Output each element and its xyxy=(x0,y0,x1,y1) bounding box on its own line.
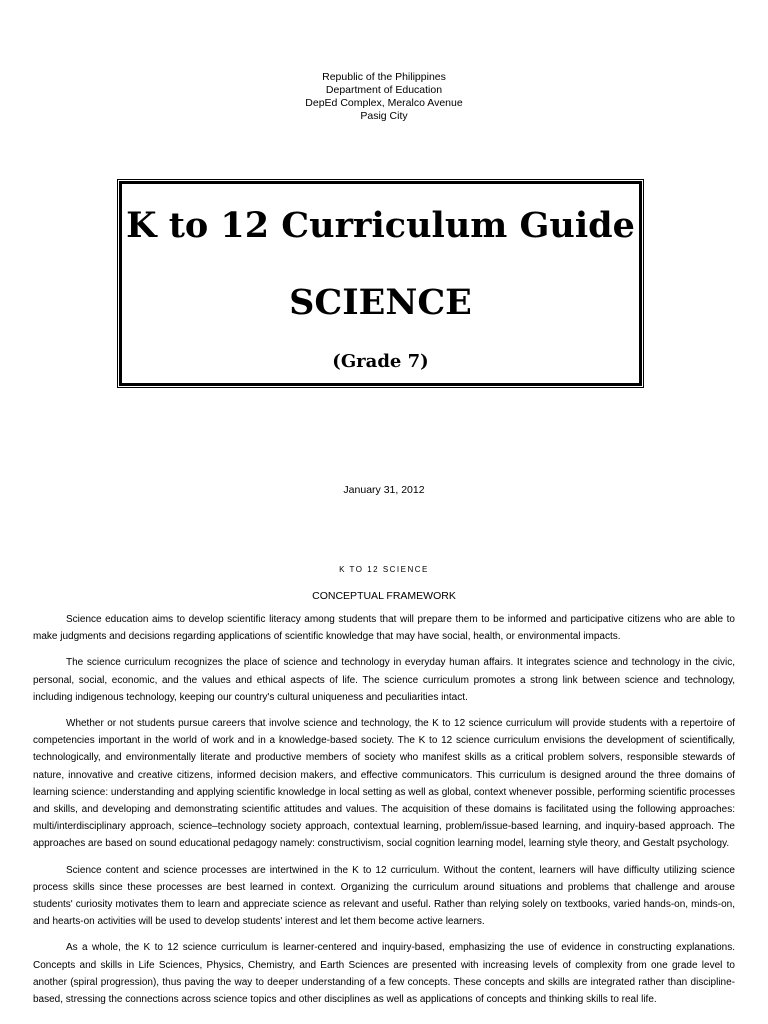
header-country: Republic of the Philippines xyxy=(322,71,446,83)
subject-title: SCIENCE xyxy=(289,282,472,323)
document-title: K to 12 Curriculum Guide xyxy=(126,205,635,246)
section-tag: K TO 12 SCIENCE xyxy=(339,565,429,574)
header-city: Pasig City xyxy=(360,110,408,122)
grade-label: (Grade 7) xyxy=(332,351,429,372)
header-address: DepEd Complex, Meralco Avenue xyxy=(305,97,463,109)
document-header xyxy=(0,71,768,123)
paragraph: The science curriculum recognizes the place of science and technology in everyday human affairs. It integrates science and technology in the civic, personal, social, economic, and the values and ethical aspects of life. The science curriculum promotes a strong link between science and technology, including indigenous technology, keeping our country's cultural uniqueness and peculiarities intact. xyxy=(33,657,735,703)
paragraph: As a whole, the K to 12 science curriculum is learner-centered and inquiry-based, emphasizing the use of evidence in constructing explanations. Concepts and skills in Life Sciences, Physics, Chemistry, and Earth Sciences are presented with increasing levels of complexity from one grade level to another (spiral progression), thus paving the way to deeper understanding of a few concepts. These concepts and skills are integrated rather than discipline-based, stressing the connections across science topics and other disciplines as well as applications of concepts and thinking skills to real life. xyxy=(33,942,735,1006)
paragraph: Whether or not students pursue careers that involve science and technology, the K to 12 science curriculum will provide students with a repertoire of competencies important in the world of work and in a knowledge-based society. The K to 12 science curriculum envisions the development of scientifically, technologically, and environmentally literate and productive members of society who manifest skills as a critical problem solvers, responsible stewards of nature, innovative and creative citizens, informed decision makers, and effective communicators. This curriculum is designed around the three domains of learning science: understanding and applying scientific knowledge in local setting as well as global, context whenever possible, performing scientific processes and skills, and developing and demonstrating scientific attitudes and values. The acquisition of these domains is facilitated using the following approaches: multi/interdisciplinary approach, science–technology society approach, contextual learning, problem/issue-based learning, and inquiry-based approach. The approaches are based on sound educational pedagogy namely: constructivism, social cognition learning model, learning style theory, and Gestalt psychology. xyxy=(33,718,735,850)
section-title: CONCEPTUAL FRAMEWORK xyxy=(312,590,456,602)
paragraph: Science content and science processes are intertwined in the K to 12 curriculum. Without the content, learners will have difficulty utilizing science process skills since these processes are best learned in context. Organizing the curriculum around situations and problems that challenge and arouse students' curiosity motivates them to learn and appreciate science as relevant and useful. Rather than relying solely on textbooks, varied hands-on, minds-on, and hearts-on activities will be used to develop students' interest and let them become active learners. xyxy=(33,864,735,928)
header-department: Department of Education xyxy=(325,84,443,96)
document-date: January 31, 2012 xyxy=(343,484,425,496)
paragraph: Science education aims to develop scientific literacy among students that will prepare them to be informed and participative citizens who are able to make judgments and decisions regarding applications of scientific knowledge that may have social, health, or environmental impacts. xyxy=(33,614,735,643)
title-box xyxy=(119,181,642,386)
body-text xyxy=(33,611,735,1017)
